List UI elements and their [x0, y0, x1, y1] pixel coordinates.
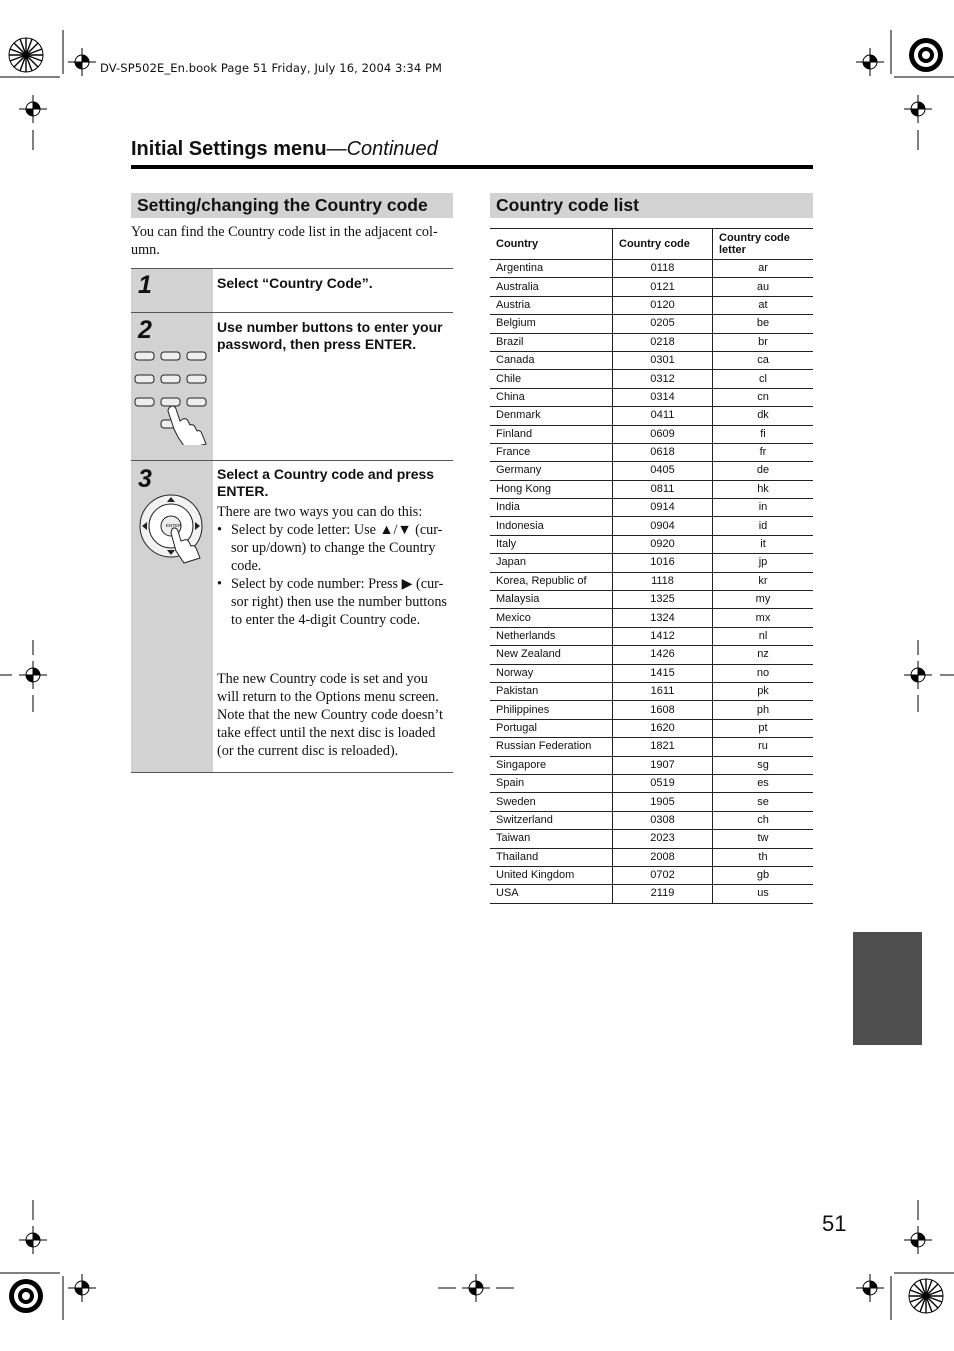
heading-rule	[131, 165, 813, 169]
method-item: • Select by code number: Press ▶ (cur-sor right) then use the number buttons to enter the 4-digit Country code.	[217, 575, 453, 629]
enter-key-label: ENTER	[166, 523, 182, 528]
table-row	[490, 260, 813, 278]
letter-cell: no	[713, 664, 814, 682]
code-cell: 0811	[613, 480, 713, 498]
step-intro: There are two ways you can do this:	[217, 504, 423, 520]
letter-cell: gb	[713, 866, 814, 884]
letter-cell: sg	[713, 756, 814, 774]
table-row	[490, 388, 813, 406]
code-cell: 2119	[613, 885, 713, 903]
table-row	[490, 738, 813, 756]
section-title-country-code: Setting/changing the Country code	[131, 193, 453, 218]
country-cell: Germany	[490, 462, 613, 480]
table-row	[490, 609, 813, 627]
country-cell: New Zealand	[490, 646, 613, 664]
letter-cell: th	[713, 848, 814, 866]
country-cell: Denmark	[490, 407, 613, 425]
code-cell: 0120	[613, 296, 713, 314]
table-row	[490, 774, 813, 792]
country-cell: Taiwan	[490, 830, 613, 848]
letter-cell: nz	[713, 646, 814, 664]
country-cell: Malaysia	[490, 591, 613, 609]
letter-cell: es	[713, 774, 814, 792]
letter-cell: it	[713, 535, 814, 553]
column-header: Country	[490, 229, 613, 260]
code-cell: 1415	[613, 664, 713, 682]
letter-cell: jp	[713, 554, 814, 572]
country-cell: France	[490, 443, 613, 461]
letter-cell: ru	[713, 738, 814, 756]
letter-cell: se	[713, 793, 814, 811]
country-cell: Russian Federation	[490, 738, 613, 756]
code-cell: 0314	[613, 388, 713, 406]
step-3-sidebar	[131, 461, 213, 772]
table-row	[490, 830, 813, 848]
table-row	[490, 701, 813, 719]
letter-cell: ph	[713, 701, 814, 719]
table-row	[490, 627, 813, 645]
country-cell: Belgium	[490, 315, 613, 333]
code-cell: 0118	[613, 260, 713, 278]
country-cell: Korea, Republic of	[490, 572, 613, 590]
code-cell: 0519	[613, 774, 713, 792]
book-info: DV-SP502E_En.book Page 51 Friday, July 16, 2004 3:34 PM	[100, 61, 443, 75]
country-cell: Norway	[490, 664, 613, 682]
letter-cell: br	[713, 333, 814, 351]
country-cell: Austria	[490, 296, 613, 314]
country-cell: India	[490, 499, 613, 517]
letter-cell: dk	[713, 407, 814, 425]
step-note: The new Country code is set and you will return to the Options menu screen. Note that the new Country code doesn’t take effect until the next disc is loaded (or the current disc is reloaded).	[217, 671, 443, 759]
code-cell: 1608	[613, 701, 713, 719]
chapter-side-tab	[853, 932, 922, 1045]
table-row	[490, 315, 813, 333]
country-code-table	[490, 228, 813, 904]
code-cell: 0301	[613, 351, 713, 369]
table-row	[490, 646, 813, 664]
table-row	[490, 480, 813, 498]
letter-cell: be	[713, 315, 814, 333]
country-cell: Australia	[490, 278, 613, 296]
table-row	[490, 517, 813, 535]
step-2	[131, 313, 453, 461]
country-cell: Philippines	[490, 701, 613, 719]
code-cell: 1907	[613, 756, 713, 774]
letter-cell: de	[713, 462, 814, 480]
letter-cell: pk	[713, 682, 814, 700]
country-cell: Indonesia	[490, 517, 613, 535]
table-row	[490, 370, 813, 388]
country-cell: Spain	[490, 774, 613, 792]
country-cell: Hong Kong	[490, 480, 613, 498]
letter-cell: kr	[713, 572, 814, 590]
step-2-sidebar	[131, 313, 213, 460]
country-cell: Brazil	[490, 333, 613, 351]
table-row	[490, 554, 813, 572]
table-row	[490, 333, 813, 351]
table-row	[490, 793, 813, 811]
code-cell: 0411	[613, 407, 713, 425]
code-cell: 0218	[613, 333, 713, 351]
code-cell: 1620	[613, 719, 713, 737]
country-cell: Thailand	[490, 848, 613, 866]
country-cell: China	[490, 388, 613, 406]
table-row	[490, 535, 813, 553]
page-title	[131, 138, 438, 161]
table-row	[490, 866, 813, 884]
column-header: Country code letter	[713, 229, 814, 260]
table-row	[490, 664, 813, 682]
table-row	[490, 278, 813, 296]
table-row	[490, 462, 813, 480]
code-cell: 2008	[613, 848, 713, 866]
table-row	[490, 885, 813, 903]
table-header-row	[490, 229, 813, 260]
code-cell: 0904	[613, 517, 713, 535]
code-cell: 1118	[613, 572, 713, 590]
country-cell: Canada	[490, 351, 613, 369]
code-cell: 1324	[613, 609, 713, 627]
page-title-suffix: —Continued	[326, 138, 438, 160]
table-row	[490, 811, 813, 829]
step-number: 2	[138, 316, 152, 344]
letter-cell: fi	[713, 425, 814, 443]
column-header: Country code	[613, 229, 713, 260]
step-1-sidebar	[131, 269, 213, 312]
code-cell: 1426	[613, 646, 713, 664]
table-row	[490, 443, 813, 461]
table-row	[490, 756, 813, 774]
country-cell: Chile	[490, 370, 613, 388]
remote-enter-hand-icon	[138, 493, 210, 565]
table-row	[490, 682, 813, 700]
table-row	[490, 296, 813, 314]
code-cell: 1821	[613, 738, 713, 756]
letter-cell: at	[713, 296, 814, 314]
country-cell: United Kingdom	[490, 866, 613, 884]
table-row	[490, 591, 813, 609]
table-row	[490, 848, 813, 866]
letter-cell: id	[713, 517, 814, 535]
code-cell: 0609	[613, 425, 713, 443]
code-cell: 1412	[613, 627, 713, 645]
letter-cell: au	[713, 278, 814, 296]
country-cell: Netherlands	[490, 627, 613, 645]
table-row	[490, 351, 813, 369]
letter-cell: my	[713, 591, 814, 609]
page-title-main: Initial Settings menu	[131, 138, 327, 160]
letter-cell: cl	[713, 370, 814, 388]
code-cell: 0920	[613, 535, 713, 553]
code-cell: 0205	[613, 315, 713, 333]
table-row	[490, 425, 813, 443]
code-cell: 0312	[613, 370, 713, 388]
section-intro: You can find the Country code list in the adjacent col-umn.	[131, 224, 438, 258]
country-cell: Italy	[490, 535, 613, 553]
table-row	[490, 719, 813, 737]
code-cell: 0405	[613, 462, 713, 480]
letter-cell: ca	[713, 351, 814, 369]
code-cell: 0702	[613, 866, 713, 884]
step-title: Use number buttons to enter your password, then press ENTER.	[217, 319, 443, 352]
method-list	[217, 521, 453, 629]
code-cell: 1325	[613, 591, 713, 609]
letter-cell: in	[713, 499, 814, 517]
code-cell: 1905	[613, 793, 713, 811]
letter-cell: tw	[713, 830, 814, 848]
country-cell: Switzerland	[490, 811, 613, 829]
country-cell: Pakistan	[490, 682, 613, 700]
step-number: 1	[138, 271, 152, 299]
table-row	[490, 499, 813, 517]
step-number: 3	[138, 465, 152, 493]
code-cell: 0308	[613, 811, 713, 829]
country-cell: Portugal	[490, 719, 613, 737]
letter-cell: hk	[713, 480, 814, 498]
country-cell: USA	[490, 885, 613, 903]
letter-cell: ch	[713, 811, 814, 829]
code-cell: 1016	[613, 554, 713, 572]
step-list	[131, 268, 453, 773]
code-cell: 1611	[613, 682, 713, 700]
letter-cell: us	[713, 885, 814, 903]
letter-cell: nl	[713, 627, 814, 645]
page-number: 51	[822, 1211, 847, 1236]
step-title: Select a Country code and press ENTER.	[217, 466, 435, 499]
step-1	[131, 269, 453, 313]
letter-cell: ar	[713, 260, 814, 278]
letter-cell: mx	[713, 609, 814, 627]
section-title-code-list: Country code list	[490, 193, 813, 218]
method-item: • Select by code letter: Use ▲/▼ (cur-sor up/down) to change the Country code.	[217, 521, 453, 575]
keypad-hand-icon	[134, 349, 214, 445]
country-cell: Sweden	[490, 793, 613, 811]
code-cell: 0914	[613, 499, 713, 517]
code-cell: 0618	[613, 443, 713, 461]
step-title: Select “Country Code”.	[217, 275, 373, 291]
country-cell: Singapore	[490, 756, 613, 774]
step-3	[131, 461, 453, 773]
letter-cell: pt	[713, 719, 814, 737]
code-cell: 0121	[613, 278, 713, 296]
country-cell: Mexico	[490, 609, 613, 627]
letter-cell: fr	[713, 443, 814, 461]
letter-cell: cn	[713, 388, 814, 406]
code-cell: 2023	[613, 830, 713, 848]
table-row	[490, 407, 813, 425]
table-row	[490, 572, 813, 590]
country-cell: Japan	[490, 554, 613, 572]
country-cell: Argentina	[490, 260, 613, 278]
country-cell: Finland	[490, 425, 613, 443]
step-body	[217, 503, 453, 760]
table-body	[490, 260, 813, 904]
